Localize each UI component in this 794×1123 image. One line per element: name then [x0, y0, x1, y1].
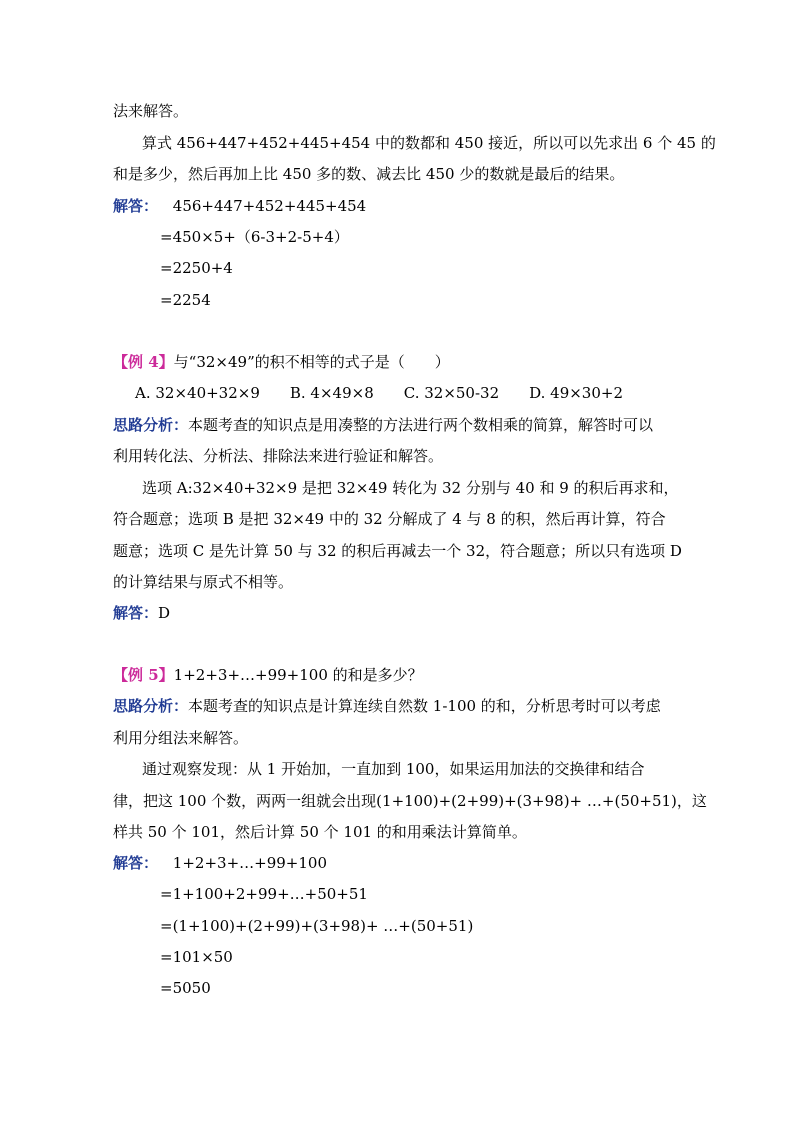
paragraph-line: 通过观察发现：从 1 开始加，一直加到 100，如果运用加法的交换律和结合 — [142, 760, 645, 778]
answer-expression: 456+447+452+445+454 — [172, 197, 367, 215]
analysis-text: 本题考查的知识点是计算连续自然数 1-100 的和，分析思考时可以考虑 — [188, 697, 661, 715]
example-heading — [113, 352, 450, 372]
paragraph-line: 的计算结果与原式不相等。 — [113, 573, 294, 591]
analysis-line — [113, 415, 653, 435]
example-tag: 【例 4】 — [113, 353, 174, 371]
paragraph-line: 算式 456+447+452+445+454 中的数都和 450 接近，所以可以先求出 6 个 45 的 — [142, 134, 716, 152]
paragraph-line: 律，把这 100 个数，两两一组就会出现(1+100)+(2+99)+(3+98)+ …+(50+51)，这 — [113, 792, 707, 810]
paragraph-line: 利用分组法来解答。 — [113, 729, 249, 747]
analysis-label: 思路分析： — [113, 416, 189, 434]
example-question: 1+2+3+…+99+100 的和是多少？ — [173, 666, 423, 684]
analysis-label: 思路分析： — [113, 697, 189, 715]
answer-label: 解答： — [113, 854, 159, 872]
paragraph-line: 样共 50 个 101，然后计算 50 个 101 的和用乘法计算简单。 — [113, 823, 527, 841]
answer-expression: 1+2+3+…+99+100 — [172, 854, 327, 872]
answer-line — [113, 196, 366, 216]
answer-label: 解答： — [113, 604, 159, 622]
paragraph-line: 选项 A:32×40+32×9 是把 32×49 转化为 32 分别与 40 和 9 的积后再求和， — [142, 479, 679, 497]
calc-step: =101×50 — [160, 948, 233, 966]
paragraph-line: 法来解答。 — [113, 102, 189, 120]
paragraph-line: 题意；选项 C 是先计算 50 与 32 的积后再减去一个 32，符合题意；所以只有选项 D — [113, 542, 682, 560]
example-tag: 【例 5】 — [113, 666, 174, 684]
answer-line — [113, 603, 170, 623]
calc-step: =1+100+2+99+…+50+51 — [160, 885, 368, 903]
answer-label: 解答： — [113, 197, 159, 215]
calc-step: =2250+4 — [160, 259, 233, 277]
analysis-text: 本题考查的知识点是用凑整的方法进行两个数相乘的简算，解答时可以 — [188, 416, 654, 434]
analysis-line — [113, 696, 661, 716]
paragraph-line: 符合题意；选项 B 是把 32×49 中的 32 分解成了 4 与 8 的积，然后再计算，符合 — [113, 510, 666, 528]
calc-step: =450×5+（6-3+2-5+4） — [160, 228, 349, 246]
answer-value: D — [158, 604, 171, 622]
answer-line — [113, 853, 327, 873]
options-line: A. 32×40+32×9 B. 4×49×8 C. 32×50-32 D. 49×30+2 — [135, 384, 624, 402]
paragraph-line: 利用转化法、分析法、排除法来进行验证和解答。 — [113, 447, 444, 465]
paragraph-line: 和是多少，然后再加上比 450 多的数、减去比 450 少的数就是最后的结果。 — [113, 165, 625, 183]
calc-step: =2254 — [160, 291, 211, 309]
example-heading — [113, 665, 423, 685]
example-question: 与“32×49”的积不相等的式子是（ ） — [173, 353, 450, 371]
calc-step: =(1+100)+(2+99)+(3+98)+ …+(50+51) — [160, 917, 474, 935]
calc-step: =5050 — [160, 979, 211, 997]
